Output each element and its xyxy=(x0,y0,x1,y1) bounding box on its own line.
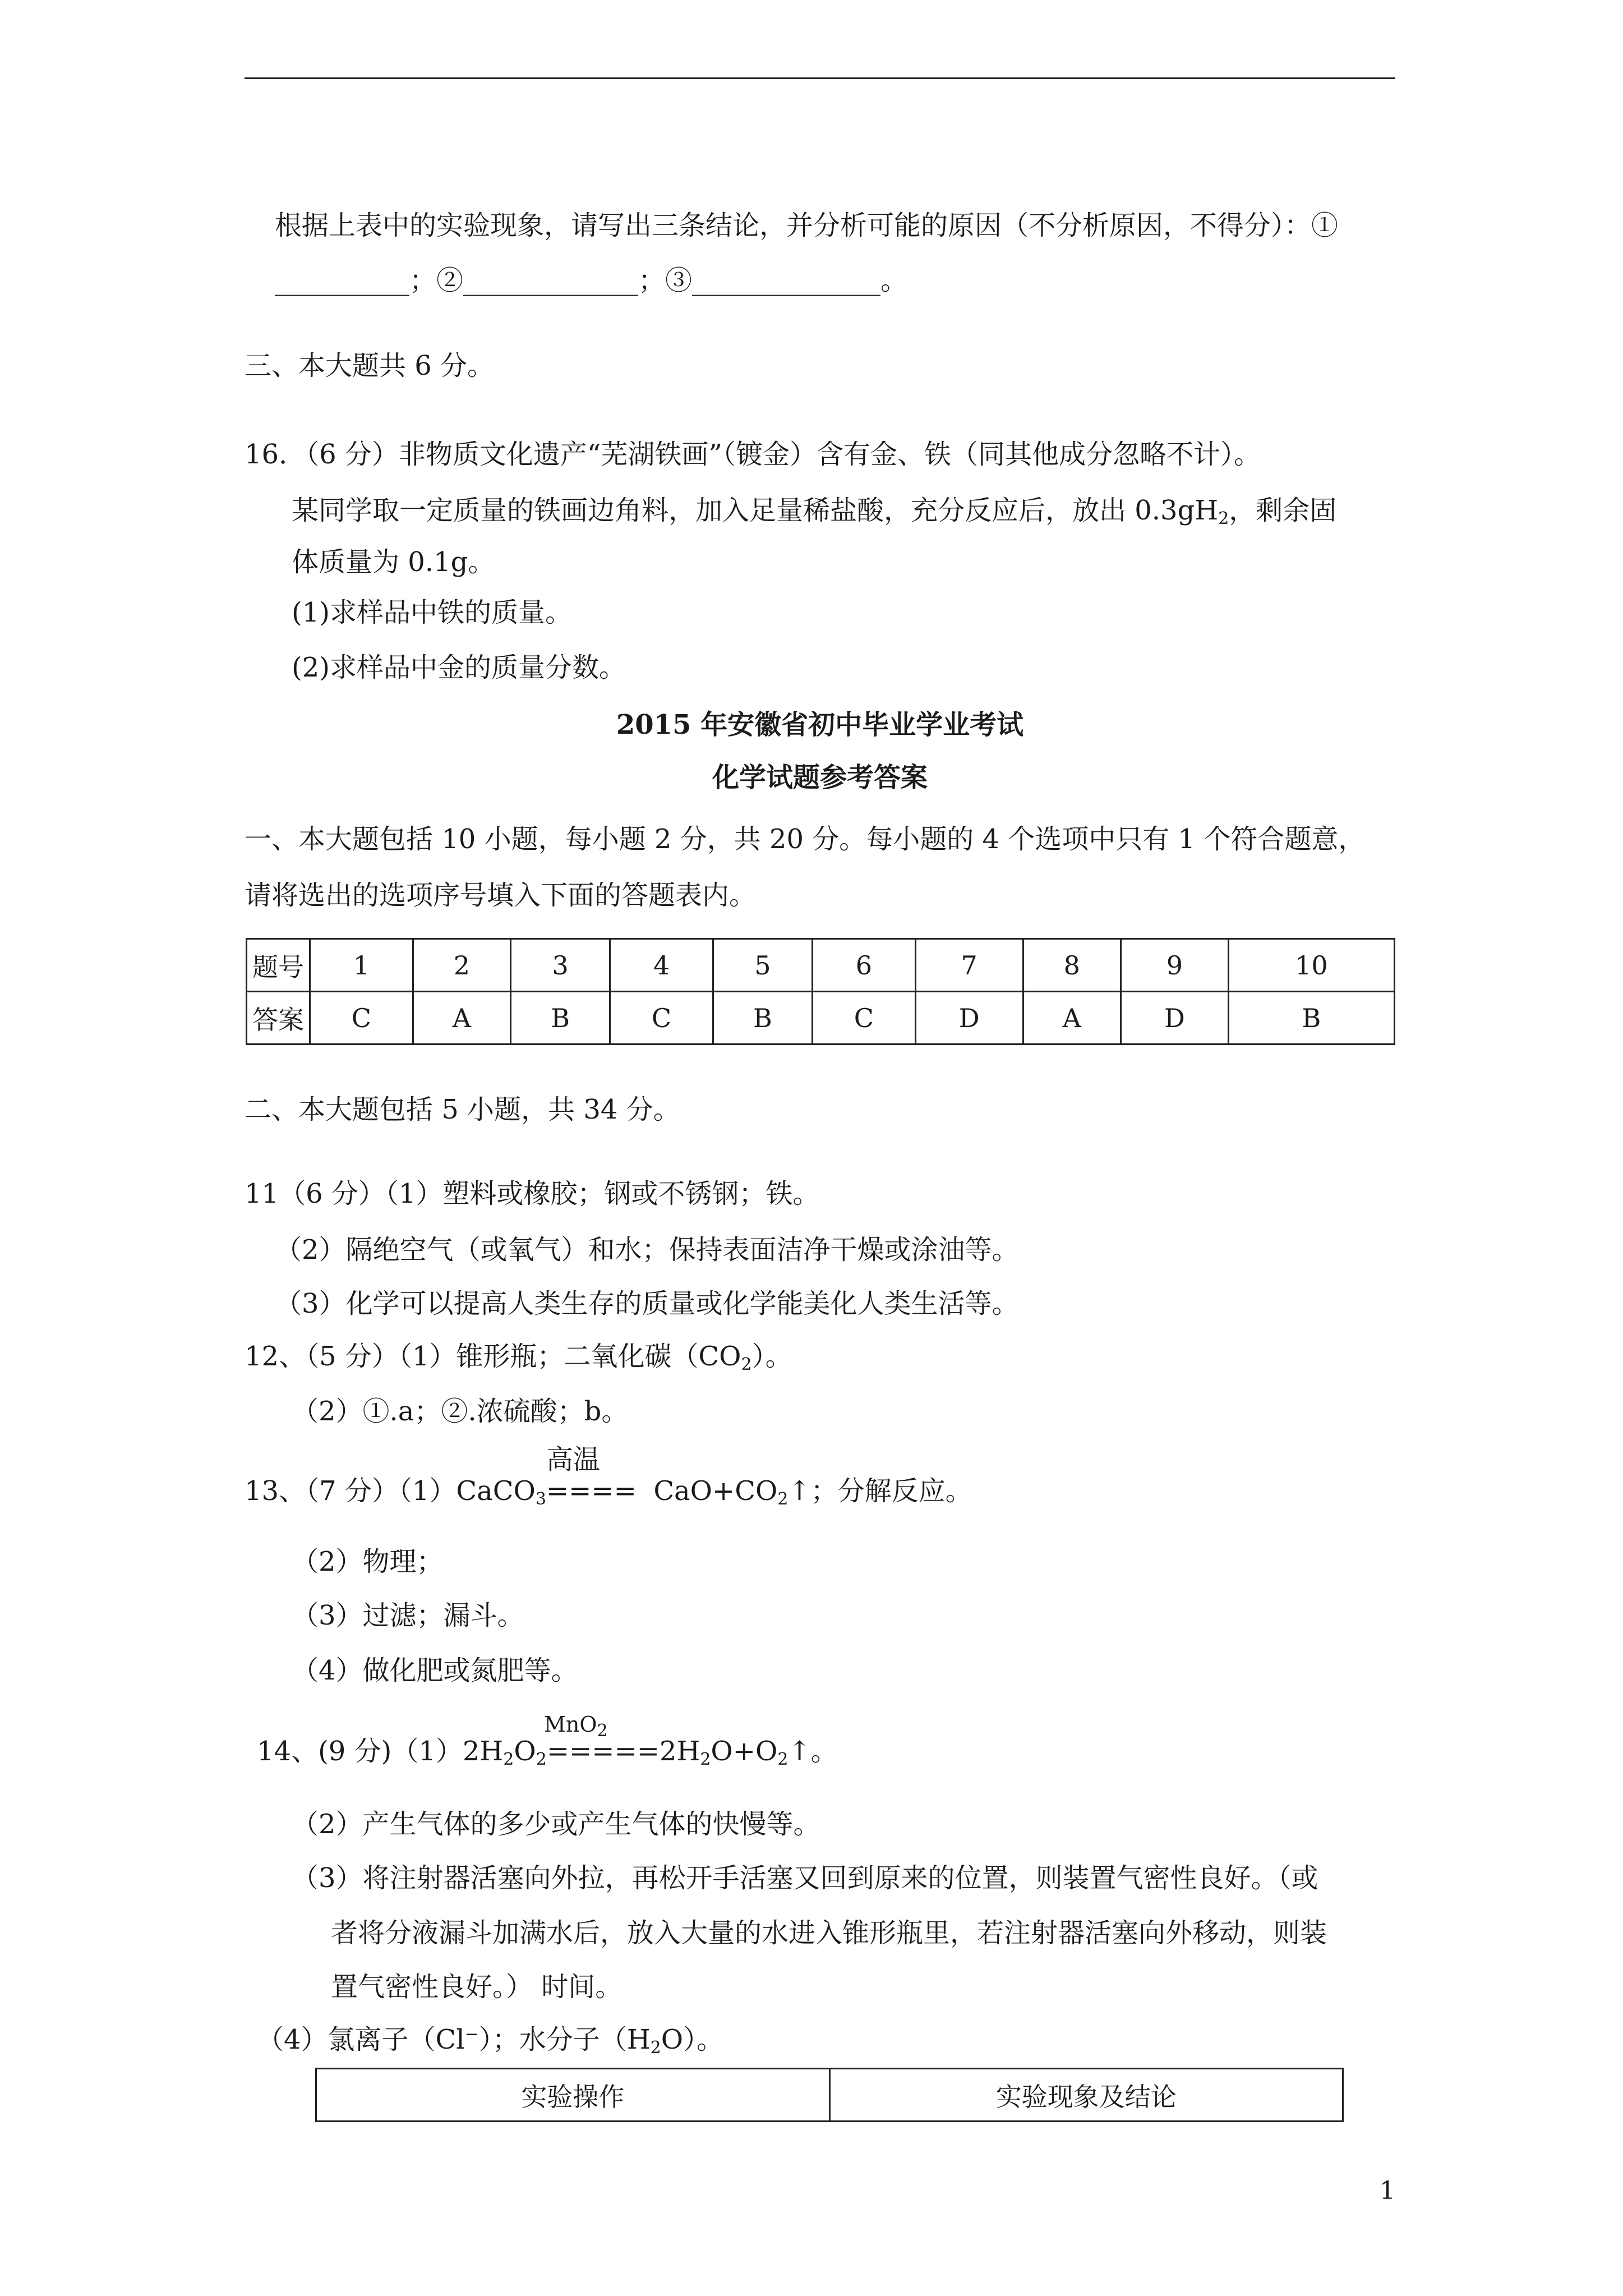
q14-4-sup: − xyxy=(464,2024,479,2044)
answer-table xyxy=(246,938,1395,1045)
q14-1d: O+O xyxy=(711,1736,778,1767)
table-cell: 5 xyxy=(713,939,812,992)
q14-catalyst-text: MnO xyxy=(544,1712,597,1737)
q14-equals: ===== xyxy=(546,1736,660,1767)
page-number: 1 xyxy=(1380,2177,1395,2205)
q13-1c: ↑；分解反应。 xyxy=(788,1475,972,1507)
q14-4 xyxy=(257,2023,723,2056)
section1-line2: 请将选出的选项序号填入下面的答题表内。 xyxy=(245,880,757,911)
q14-4a: （4）氯离子（Cl xyxy=(257,2024,465,2055)
section1-line1: 一、本大题包括 10 小题，每小题 2 分，共 20 分。每小题的 4 个选项中只有 1 个符合题意， xyxy=(245,823,1366,855)
q13-1-sub2: 2 xyxy=(777,1489,789,1509)
table-cell: 4 xyxy=(610,939,713,992)
table-cell: 6 xyxy=(812,939,915,992)
experiment-table-col2: 实验现象及结论 xyxy=(829,2069,1343,2122)
table-cell: 2 xyxy=(413,939,510,992)
q12-2: （2）①.a；②.浓硫酸；b。 xyxy=(292,1396,629,1427)
q14-1c: 2H xyxy=(659,1736,700,1767)
table-cell: C xyxy=(310,992,413,1045)
table-cell: 3 xyxy=(511,939,610,992)
q16-line2 xyxy=(292,494,1336,527)
q14-4c: O）。 xyxy=(661,2024,724,2055)
q14-4b: ）；水分子（H xyxy=(478,2024,651,2055)
table-cell: 9 xyxy=(1121,939,1228,992)
table-cell: C xyxy=(610,992,713,1045)
q14-2: （2）产生气体的多少或产生气体的快慢等。 xyxy=(292,1809,820,1840)
q14-4-sub: 2 xyxy=(650,2038,661,2058)
q14-1e: ↑。 xyxy=(788,1736,838,1767)
table-cell: B xyxy=(1228,992,1394,1045)
experiment-table-col1: 实验操作 xyxy=(316,2069,830,2122)
q16-line2b: ，剩余固 xyxy=(1229,495,1337,526)
answers-subtitle: 化学试题参考答案 xyxy=(712,762,928,793)
q12-1a: 12、（5 分）（1）锥形瓶；二氧化碳（CO xyxy=(245,1341,741,1372)
q14-sub: 2 xyxy=(700,1750,711,1769)
section2-heading: 二、本大题包括 5 小题，共 34 分。 xyxy=(245,1094,680,1125)
q14-sub: 2 xyxy=(536,1750,547,1769)
q16-line2a: 某同学取一定质量的铁画边角料，加入足量稀盐酸，充分反应后，放出 0.3gH xyxy=(292,495,1219,526)
table-cell: A xyxy=(1023,992,1121,1045)
table-cell: 7 xyxy=(915,939,1023,992)
q14-3-line3: 置气密性良好。） 时间。 xyxy=(331,1971,623,2003)
q13-1-sub1: 3 xyxy=(535,1489,546,1509)
section3-heading: 三、本大题共 6 分。 xyxy=(245,350,495,381)
q11-2: （2）隔绝空气（或氧气）和水；保持表面洁净干燥或涂油等。 xyxy=(275,1234,1019,1266)
q14-sub: 2 xyxy=(777,1750,789,1769)
q14-1 xyxy=(257,1734,838,1768)
q16-line1: 16．（6 分）非物质文化遗产“芜湖铁画”（镀金）含有金、铁（同其他成分忽略不计）。 xyxy=(245,439,1261,470)
q14-3-line2: 者将分液漏斗加满水后，放入大量的水进入锥形瓶里，若注射器活塞向外移动，则装 xyxy=(331,1917,1327,1949)
q16-sub1: (1)求样品中铁的质量。 xyxy=(292,597,572,628)
q14-1b: O xyxy=(514,1736,536,1767)
q12-1 xyxy=(245,1340,792,1373)
q13-equals: ==== xyxy=(546,1475,637,1507)
q16-line2-sub: 2 xyxy=(1218,509,1229,528)
q12-1-sub: 2 xyxy=(741,1355,752,1374)
q13-1 xyxy=(245,1474,972,1508)
table-cell: 1 xyxy=(310,939,413,992)
q13-3: （3）过滤；漏斗。 xyxy=(292,1600,524,1631)
q11-3: （3）化学可以提高人类生存的质量或化学能美化人类生活等。 xyxy=(275,1288,1019,1319)
table-cell: B xyxy=(511,992,610,1045)
q14-1a: 14、(9 分)（1）2H xyxy=(257,1736,504,1767)
q13-condition: 高温 xyxy=(546,1444,601,1475)
q16-sub2: (2)求样品中金的质量分数。 xyxy=(292,652,626,683)
table-cell: B xyxy=(713,992,812,1045)
row-label-answer: 答案 xyxy=(247,992,310,1045)
q13-1b: CaO+CO xyxy=(653,1475,778,1507)
q14-sub: 2 xyxy=(503,1750,514,1769)
q12-1b: ）。 xyxy=(751,1341,792,1372)
table-cell: 10 xyxy=(1228,939,1394,992)
header-rule xyxy=(245,77,1395,79)
table-cell: D xyxy=(915,992,1023,1045)
q13-4: （4）做化肥或氮肥等。 xyxy=(292,1655,578,1686)
q14-3-line1: （3）将注射器活塞向外拉，再松开手活塞又回到原来的位置，则装置气密性良好。（或 xyxy=(292,1862,1318,1894)
q16-line3: 体质量为 0.1g。 xyxy=(292,546,495,578)
row-label-number: 题号 xyxy=(247,939,310,992)
experiment-table xyxy=(315,2068,1344,2122)
q13-1a: 13、（7 分）（1）CaCO xyxy=(245,1475,536,1507)
conclusion-blanks: __________；②_____________；③______________。 xyxy=(275,265,908,296)
table-cell: A xyxy=(413,992,510,1045)
q11-1: 11（6 分）（1）塑料或橡胶；钢或不锈钢；铁。 xyxy=(245,1178,820,1209)
table-cell: D xyxy=(1121,992,1228,1045)
conclusion-prompt-line1: 根据上表中的实验现象，请写出三条结论，并分析可能的原因（不分析原因，不得分）：① xyxy=(275,210,1339,241)
table-cell: 8 xyxy=(1023,939,1121,992)
q14-catalyst-sub: 2 xyxy=(597,1721,608,1741)
q14-catalyst xyxy=(544,1712,608,1741)
table-cell: C xyxy=(812,992,915,1045)
answers-title: 2015 年安徽省初中毕业学业考试 xyxy=(616,709,1024,740)
q13-2: （2）物理； xyxy=(292,1546,444,1577)
